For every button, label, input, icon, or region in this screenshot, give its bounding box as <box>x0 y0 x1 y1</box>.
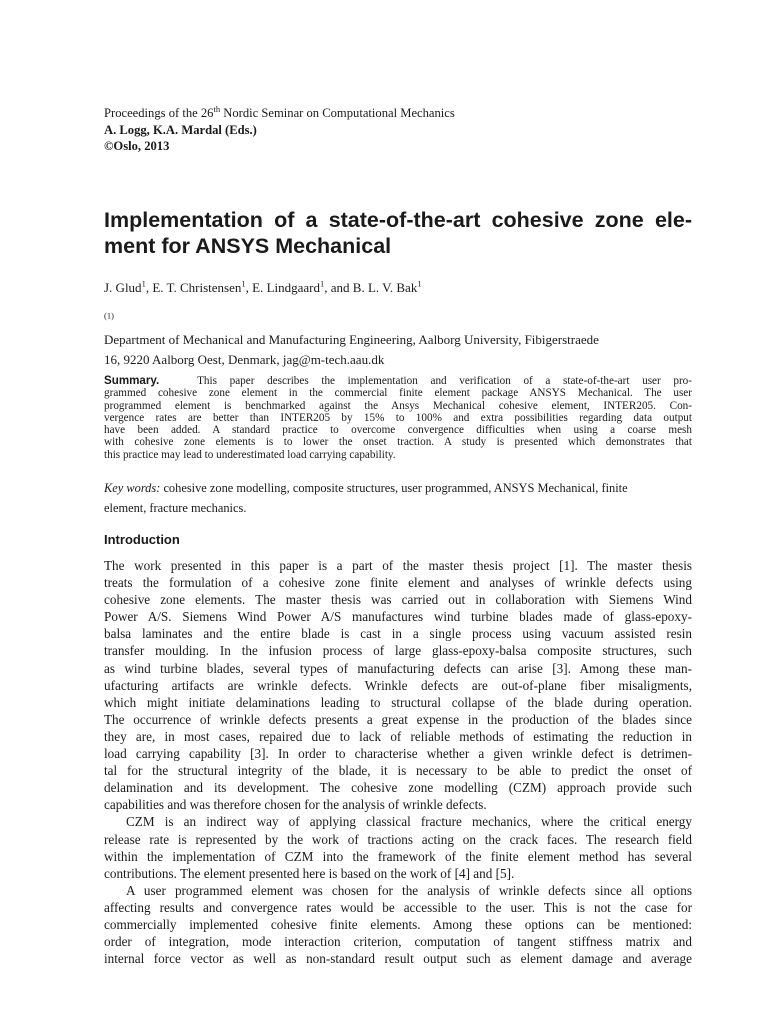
summary-abstract <box>104 375 692 461</box>
summary-line: Summary. This paper describes the implementation and verification of a state-of-the-art user pro- <box>104 374 693 387</box>
body-line: load carrying capability [3]. In order to characterise whether a given wrinkle defect is detrimen- <box>104 746 692 762</box>
editors-line: A. Logg, K.A. Mardal (Eds.) <box>104 122 257 137</box>
summary-line: with cohesive zone elements is to lower the onset traction. A study is presented which demonstrates that <box>104 436 692 449</box>
keywords-line: element, fracture mechanics. <box>104 501 247 515</box>
proceedings-header <box>104 105 694 155</box>
author: B. L. V. Bak$^1$ <box>352 278 422 295</box>
introduction-body <box>104 557 692 967</box>
body-line: affecting results and convergence rates would be accessible to the user. This is not the case for <box>104 899 692 915</box>
title-line: Implementation of a state-of-the-art cohesive zone ele- <box>104 208 692 232</box>
keywords-line: Key words: cohesive zone modelling, composite structures, user programmed, ANSYS Mechanical, finite <box>104 481 628 495</box>
affiliation <box>104 310 692 370</box>
body-line: which might initiate delaminations leading to structural collapse of the blade during operation. <box>104 694 692 710</box>
body-line: tal for the structural integrity of the blade, it is necessary to be able to predict the onset of <box>104 763 692 779</box>
body-line: transfer moulding. In the infusion process of large glass-epoxy-balsa composite structures, such <box>104 643 692 659</box>
summary-line: this practice may lead to underestimated load carrying capability. <box>104 448 396 461</box>
body-line: balsa laminates and the entire blade is cast in a single process using vacuum assisted resin <box>104 626 692 642</box>
body-line: The occurrence of wrinkle defects presents a great expense in the production of the blades since <box>104 711 692 727</box>
keywords-label: Key words: <box>104 481 161 495</box>
body-line: treats the formulation of a cohesive zone finite element and analyses of wrinkle defects using <box>104 575 692 591</box>
body-line: they are, in most cases, repaired due to lack of reliable methods of estimating the reduction in <box>104 728 692 744</box>
affiliation-line: $^{(1)}$ Department of Mechanical and Manufacturing Engineering, Aalborg University, Fibigerstraede <box>104 310 599 347</box>
author: J. Glud$^1$, <box>104 278 153 295</box>
author-list <box>104 280 422 296</box>
section-heading-introduction: Introduction <box>104 532 180 547</box>
body-line: CZM is an indirect way of applying classical fracture mechanics, where the critical energy <box>126 814 692 830</box>
paper-title <box>104 207 692 259</box>
body-line: order of integration, mode interaction criterion, computation of tangent stiffness matrix and <box>104 934 692 950</box>
body-line: A user programmed element was chosen for the analysis of wrinkle defects since all options <box>126 882 692 898</box>
body-line: delamination and its development. The cohesive zone modelling (CZM) approach provide such <box>104 780 692 796</box>
body-line: Power A/S. Siemens Wind Power A/S manufactures wind turbine blades made of glass-epoxy- <box>104 609 692 625</box>
proceedings-line: Proceedings of the 26th Nordic Seminar on Computational Mechanics <box>104 103 455 120</box>
affiliation-line: 16, 9220 Aalborg Oest, Denmark, jag@m-tech.aau.dk <box>104 352 385 367</box>
summary-line: vergence rates are better than INTER205 by 15% to 100% and extra possibilities regarding data output <box>104 411 692 424</box>
body-line: within the implementation of CZM into the framework of the finite element method has several <box>104 848 692 864</box>
author: E. Lindgaard$^1$, and <box>252 278 353 295</box>
body-line: contributions. The element presented here is based on the work of [4] and [5]. <box>104 865 515 881</box>
keywords <box>104 478 692 518</box>
body-line: release rate is represented by the work of tractions acting on the crack faces. The research field <box>104 831 692 847</box>
copyright-line: ©Oslo, 2013 <box>104 139 170 153</box>
body-line: cohesive zone elements. The master thesis was carried out in collaboration with Siemens Wind <box>104 592 692 608</box>
author: E. T. Christensen$^1$, <box>152 278 253 295</box>
summary-label: Summary. <box>104 374 160 387</box>
summary-line: grammed cohesive zone element in the commercial finite element package ANSYS Mechanical. The user <box>104 387 692 400</box>
body-line: commercially implemented cohesive finite elements. Among these options can be mentioned: <box>104 916 692 932</box>
body-line: internal force vector as well as non-standard result output such as element damage and average <box>104 951 692 967</box>
title-line: ment for ANSYS Mechanical <box>104 234 392 258</box>
body-line: capabilities and was therefore chosen for the analysis of wrinkle defects. <box>104 797 487 813</box>
summary-line: programmed element is benchmarked against the Ansys Mechanical cohesive element, INTER205. Con- <box>104 399 692 412</box>
body-line: ufacturing artifacts are wrinkle defects. Wrinkle defects are out-of-plane fiber misaligments, <box>104 677 692 693</box>
body-line: The work presented in this paper is a part of the master thesis project [1]. The master thesis <box>104 558 692 573</box>
body-line: as wind turbine blades, several types of manufacturing defects can arise [3]. Among these man- <box>104 660 692 676</box>
summary-line: have been added. A standard practice to overcome convergence difficulties when using a coarse mesh <box>104 424 692 437</box>
